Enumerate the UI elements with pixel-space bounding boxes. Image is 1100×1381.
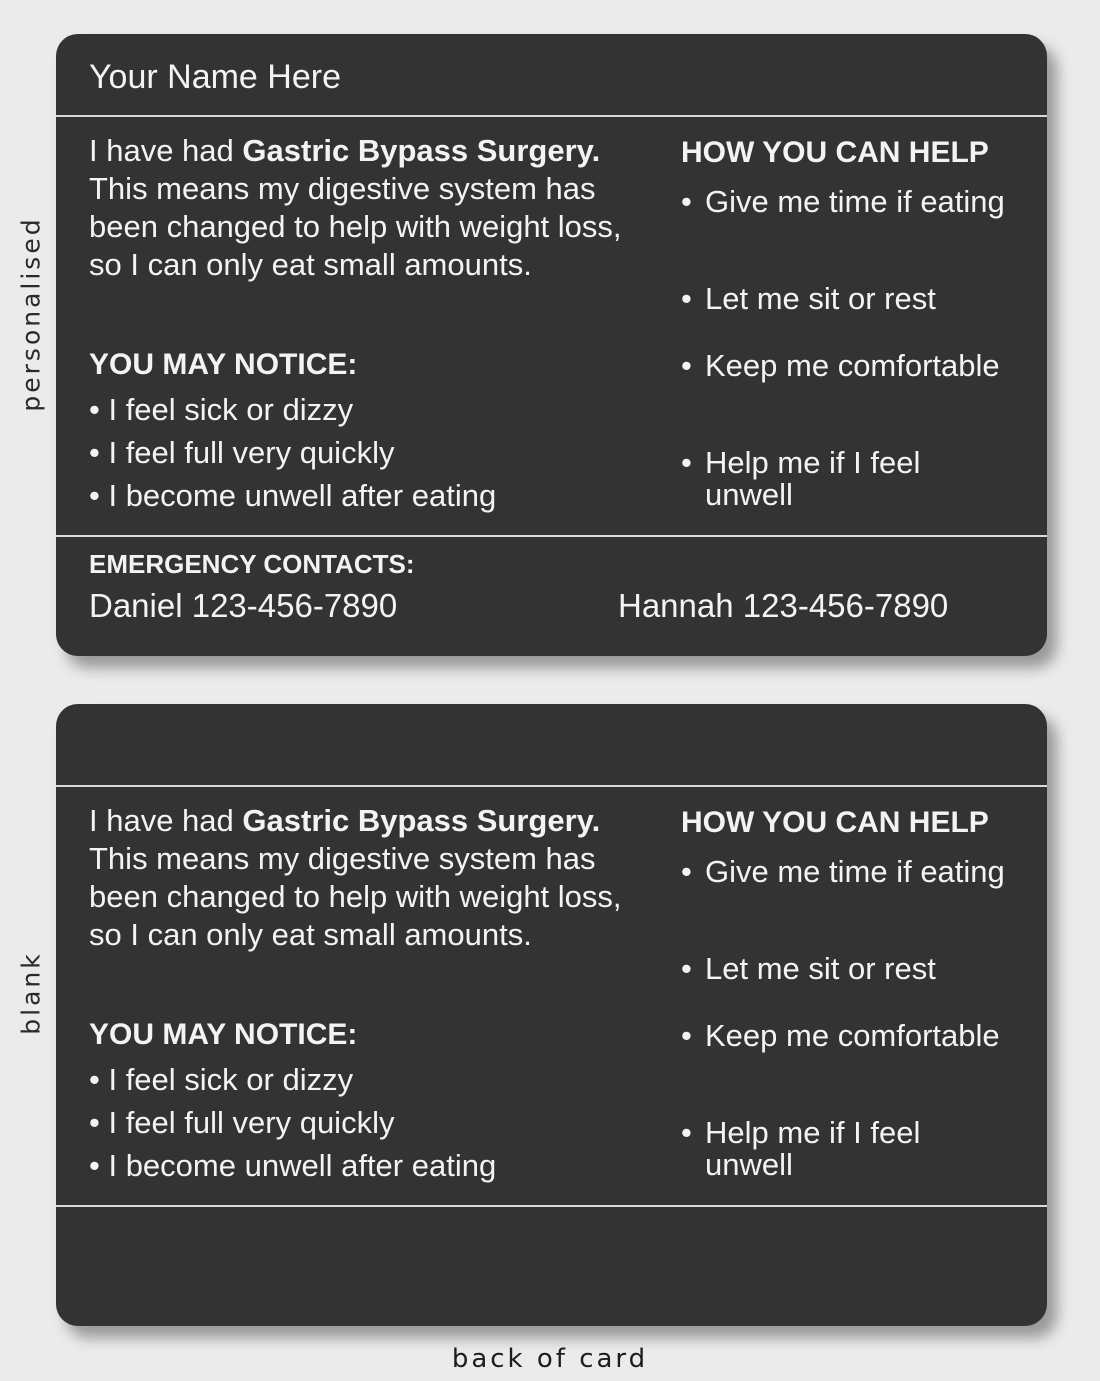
bullet-icon: • [681,184,692,219]
help-item-label: Give me time if eating [705,854,1005,889]
bullet-icon: • [681,1018,692,1053]
notice-list [89,388,496,517]
help-title: HOW YOU CAN HELP [681,806,989,839]
help-item [681,447,1011,511]
header-divider [56,115,1047,117]
intro-text [89,802,649,954]
footer-divider [56,535,1047,537]
intro-rest: This means my digestive system has been changed to help with weight loss, so I can only eat small amounts. [89,171,622,282]
help-item-label: Keep me comfortable [705,1018,1000,1053]
help-item [681,186,1011,218]
bullet-icon: • [681,281,692,316]
help-item-label: Help me if I feel unwell [705,445,921,512]
footer-divider [56,1205,1047,1207]
bullet-icon: • [681,348,692,383]
bullet-icon: • [681,951,692,986]
notice-item: • I become unwell after eating [89,1148,497,1183]
intro-text [89,132,649,284]
personalised-label: personalised [16,216,46,412]
personalised-card [56,34,1047,656]
bullet-icon: • [681,854,692,889]
help-item-label: Help me if I feel unwell [705,1115,921,1182]
notice-title: YOU MAY NOTICE: [89,1018,358,1051]
intro-bold: Gastric Bypass Surgery. [242,133,601,168]
help-title: HOW YOU CAN HELP [681,136,989,169]
emergency-contact: Daniel 123-456-7890 [89,587,398,624]
help-item [681,1117,1011,1181]
blank-card [56,704,1047,1326]
notice-item: • I feel sick or dizzy [89,392,354,427]
header-divider [56,785,1047,787]
bullet-icon: • [681,1115,692,1150]
intro-prefix: I have had [89,803,243,838]
help-item-label: Keep me comfortable [705,348,1000,383]
intro-prefix: I have had [89,133,243,168]
help-item [681,283,1011,315]
intro-rest: This means my digestive system has been changed to help with weight loss, so I can only eat small amounts. [89,841,622,952]
notice-item: • I feel full very quickly [89,435,395,470]
notice-list [89,1058,496,1187]
emergency-title: EMERGENCY CONTACTS: [89,549,415,579]
bullet-icon: • [681,445,692,480]
help-item-label: Let me sit or rest [705,951,936,986]
intro-bold: Gastric Bypass Surgery. [242,803,601,838]
help-item-label: Give me time if eating [705,184,1005,219]
back-of-card-label: back of card [451,1344,649,1374]
help-item [681,856,1011,888]
help-item [681,350,1011,382]
notice-item: • I feel sick or dizzy [89,1062,354,1097]
card-name: Your Name Here [89,58,341,96]
notice-title: YOU MAY NOTICE: [89,348,358,381]
emergency-contact: Hannah 123-456-7890 [618,587,949,624]
help-item-label: Let me sit or rest [705,281,936,316]
notice-item: • I become unwell after eating [89,478,497,513]
help-item [681,953,1011,985]
help-item [681,1020,1011,1052]
blank-label: blank [16,951,46,1035]
notice-item: • I feel full very quickly [89,1105,395,1140]
